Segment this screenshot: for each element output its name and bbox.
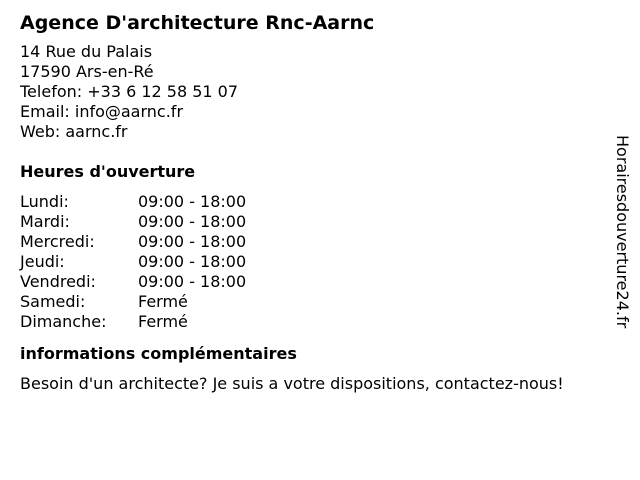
street-address: 14 Rue du Palais: [20, 42, 153, 61]
business-name: Agence D'architecture Rnc-Aarnc: [20, 12, 375, 34]
hours-row-thursday: [20, 252, 590, 272]
hours-value: 09:00 - 18:00: [138, 192, 247, 211]
website-link[interactable]: Web: aarnc.fr: [20, 122, 128, 141]
hours-row-saturday: [20, 292, 590, 312]
business-card: [20, 10, 590, 394]
hours-row-friday: [20, 272, 590, 292]
hours-value: Fermé: [138, 292, 188, 311]
city-address: 17590 Ars-en-Ré: [20, 62, 154, 81]
additional-info-text: Besoin d'un architecte? Je suis a votre dispositions, contactez-nous!: [20, 374, 564, 393]
email-address[interactable]: Email: info@aarnc.fr: [20, 102, 184, 121]
day-label: Jeudi:: [20, 252, 65, 271]
day-label: Mercredi:: [20, 232, 95, 251]
hours-row-monday: [20, 192, 590, 212]
hours-value: Fermé: [138, 312, 188, 331]
hours-value: 09:00 - 18:00: [138, 272, 247, 291]
hours-value: 09:00 - 18:00: [138, 252, 247, 271]
day-label: Samedi:: [20, 292, 86, 311]
site-watermark: Horairesdouverture24.fr: [613, 135, 632, 329]
day-label: Mardi:: [20, 212, 70, 231]
day-label: Vendredi:: [20, 272, 96, 291]
day-label: Dimanche:: [20, 312, 107, 331]
contact-block: [20, 42, 590, 142]
hours-row-tuesday: [20, 212, 590, 232]
hours-value: 09:00 - 18:00: [138, 212, 247, 231]
opening-hours-heading: Heures d'ouverture: [20, 162, 196, 181]
additional-info-heading: informations complémentaires: [20, 344, 297, 363]
hours-row-sunday: [20, 312, 590, 332]
day-label: Lundi:: [20, 192, 69, 211]
opening-hours-table: [20, 192, 590, 332]
phone-number[interactable]: Telefon: +33 6 12 58 51 07: [20, 82, 239, 101]
hours-value: 09:00 - 18:00: [138, 232, 247, 251]
hours-row-wednesday: [20, 232, 590, 252]
